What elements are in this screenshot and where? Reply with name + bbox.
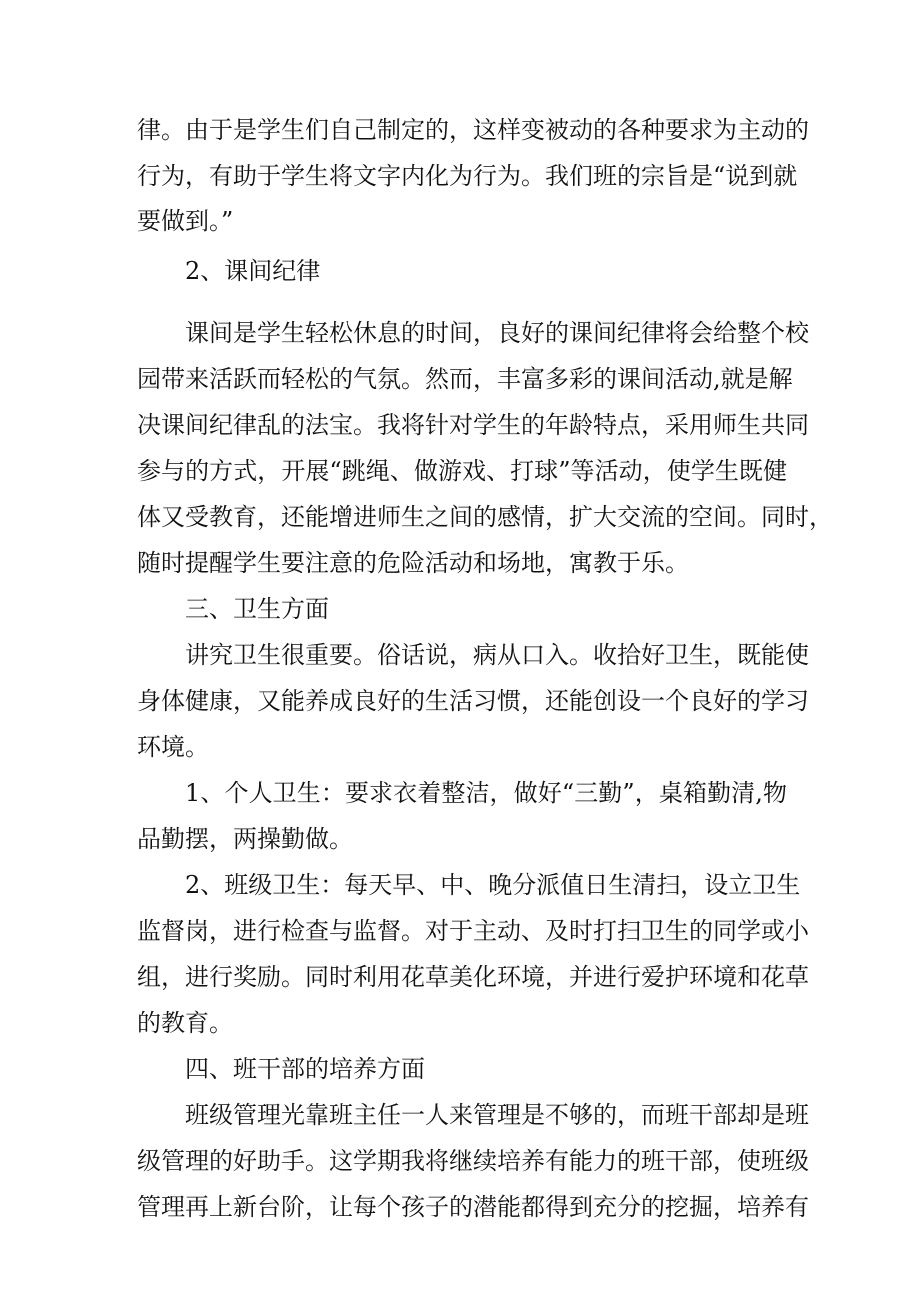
paragraph-line: 品勤摆，两操勤做。 [137, 825, 353, 853]
section-heading-class-cadre: 四、班干部的培养方面 [185, 1055, 425, 1083]
paragraph-line: 环境。 [137, 733, 209, 761]
paragraph-line: 律。由于是学生们自己制定的，这样变被动的各种要求为主动的 [137, 116, 809, 144]
paragraph-line: 决课间纪律乱的法宝。我将针对学生的年龄特点，采用师生共同 [137, 411, 809, 439]
paragraph-line: 的教育。 [137, 1009, 233, 1037]
paragraph-line-personal-hygiene: 1、个人卫生：要求衣着整洁，做好“三勤”，桌箱勤清,物 [185, 779, 787, 807]
paragraph-line: 参与的方式，开展“跳绳、做游戏、打球”等活动，使学生既健 [137, 457, 787, 485]
paragraph-line: 级管理的好助手。这学期我将继续培养有能力的班干部，使班级 [137, 1147, 809, 1175]
section-heading-break-discipline: 2、课间纪律 [185, 257, 321, 285]
paragraph-line: 行为，有助于学生将文字内化为行为。我们班的宗旨是“说到就 [137, 162, 798, 190]
paragraph-line: 管理再上新台阶，让每个孩子的潜能都得到充分的挖掘，培养有 [137, 1193, 809, 1221]
paragraph-line: 体又受教育，还能增进师生之间的感情，扩大交流的空间。同时， [137, 503, 833, 531]
paragraph-line: 组，进行奖励。同时利用花草美化环境，并进行爱护环境和花草 [137, 963, 809, 991]
paragraph-line: 要做到。” [137, 207, 234, 235]
paragraph-line: 随时提醒学生要注意的危险活动和场地，寓教于乐。 [137, 549, 689, 577]
section-heading-hygiene: 三、卫生方面 [185, 595, 329, 623]
paragraph-line: 讲究卫生很重要。俗话说，病从口入。收拾好卫生，既能使 [185, 641, 809, 669]
paragraph-line: 监督岗，进行检查与监督。对于主动、及时打扫卫生的同学或小 [137, 917, 809, 945]
paragraph-line-class-hygiene: 2、班级卫生：每天早、中、晚分派值日生清扫，设立卫生 [185, 871, 801, 899]
paragraph-line: 身体健康，又能养成良好的生活习惯，还能创设一个良好的学习 [137, 687, 809, 715]
paragraph-line: 班级管理光靠班主任一人来管理是不够的，而班干部却是班 [185, 1101, 809, 1129]
paragraph-line: 园带来活跃而轻松的气氛。然而，丰富多彩的课间活动,就是解 [137, 365, 793, 393]
paragraph-line: 课间是学生轻松休息的时间，良好的课间纪律将会给整个校 [185, 319, 809, 347]
